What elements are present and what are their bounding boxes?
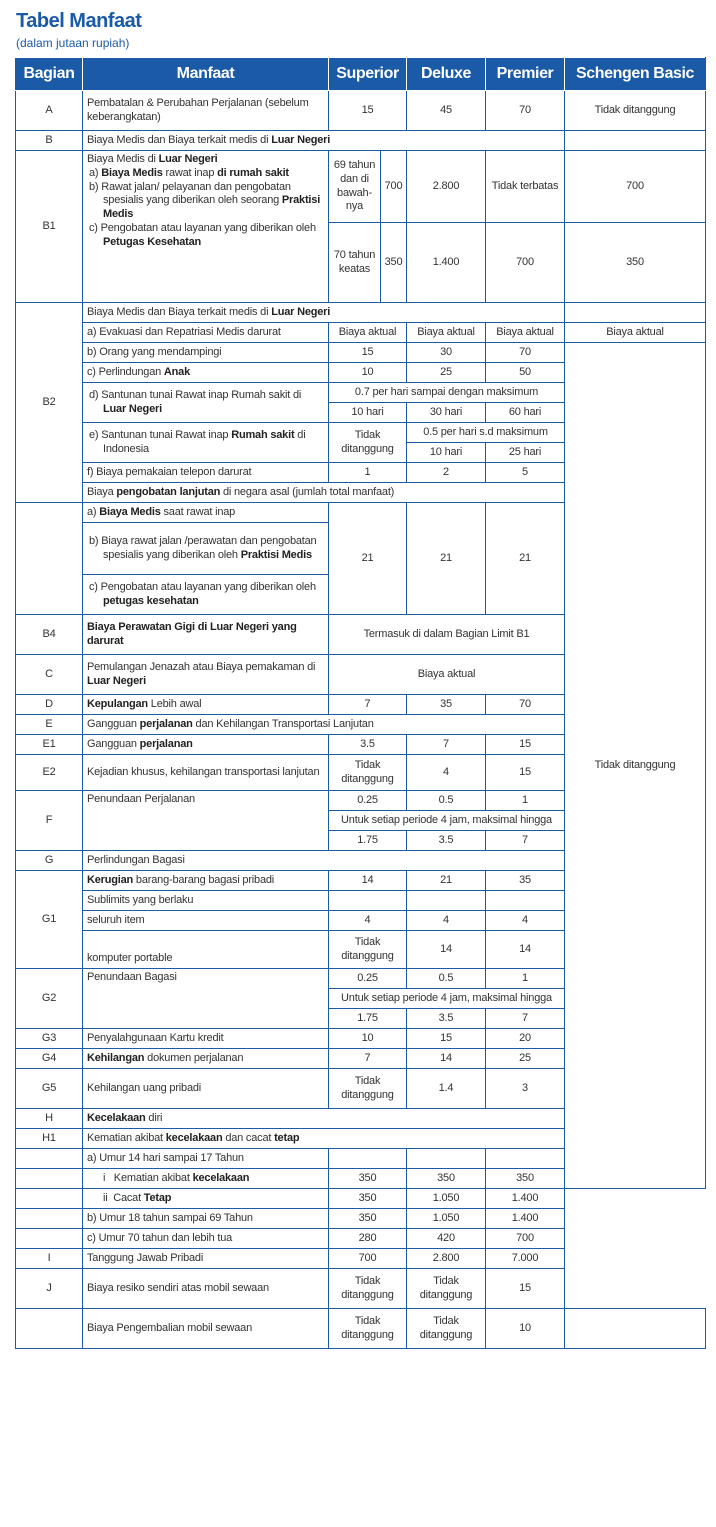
header-schengen: Schengen Basic xyxy=(565,58,706,91)
cell-superior: 7 xyxy=(329,1049,407,1069)
b1-item-c xyxy=(87,222,324,250)
cell-premier: 1.400 xyxy=(486,1209,565,1229)
row-text-part: Lebih awal xyxy=(147,697,202,710)
row-code: E2 xyxy=(16,755,83,791)
age-group: 69 tahun dan di bawah-nya xyxy=(329,151,381,223)
cell-schengen-merged: Tidak ditanggung xyxy=(565,343,706,1189)
cell-superior xyxy=(329,891,407,911)
cell-deluxe: 21 xyxy=(407,503,486,615)
table-header xyxy=(16,58,706,91)
cell-superior: 4 xyxy=(329,911,407,931)
cell-premier: 25 xyxy=(486,1049,565,1069)
cell-superior: 700 xyxy=(329,1249,407,1269)
b1-b-text: b) Rawat jalan/ pelayanan dan pengobatan spesialis yang diberikan oleh seorang xyxy=(89,180,291,207)
header-premier: Premier xyxy=(486,58,565,91)
row-text xyxy=(83,503,329,523)
row-text xyxy=(83,483,565,503)
cell-superior: 350 xyxy=(329,1209,407,1229)
cell-premier: 50 xyxy=(486,363,565,383)
table-row xyxy=(16,91,706,131)
row-text-part: Biaya Medis dan Biaya terkait medis di xyxy=(87,133,272,146)
cell-superior: 15 xyxy=(329,343,407,363)
row-text-bold: Anak xyxy=(163,365,191,378)
cell-deluxe: 10 hari xyxy=(407,443,486,463)
row-code: C xyxy=(16,655,83,695)
cell-note: 0.5 per hari s.d maksimum xyxy=(407,423,565,443)
cell-note: Untuk setiap periode 4 jam, maksimal hingga xyxy=(329,811,565,831)
cell-deluxe: 7 xyxy=(407,735,486,755)
row-text xyxy=(83,1129,565,1149)
row-text xyxy=(83,575,329,615)
cell-deluxe: 4 xyxy=(407,911,486,931)
row-text-part: barang-barang bagasi pribadi xyxy=(133,873,275,886)
row-text-part: d) Santunan tunai Rawat inap Rumah sakit di xyxy=(89,388,302,401)
row-text: a) Evakuasi dan Repatriasi Medis darurat xyxy=(83,323,329,343)
cell-premier: 70 xyxy=(486,695,565,715)
cell-superior: 21 xyxy=(329,503,407,615)
row-code xyxy=(16,1229,83,1249)
table-row xyxy=(16,131,706,151)
cell-deluxe: Tidak ditanggung xyxy=(407,1269,486,1309)
cell-superior: Tidak ditanggung xyxy=(329,931,407,969)
cell-deluxe: 3.5 xyxy=(407,831,486,851)
cell-superior: 1 xyxy=(329,463,407,483)
row-code: G2 xyxy=(16,969,83,1029)
row-text-part: di negara asal (jumlah total manfaat) xyxy=(220,485,395,498)
row-text: f) Biaya pemakaian telepon darurat xyxy=(83,463,329,483)
row-code: B2 xyxy=(16,303,83,503)
cell-superior: Tidak ditanggung xyxy=(329,755,407,791)
row-code xyxy=(16,1149,83,1169)
row-code: J xyxy=(16,1269,83,1309)
row-text-bold: Biaya Medis xyxy=(99,505,161,518)
row-text: b) Orang yang mendampingi xyxy=(83,343,329,363)
cell-premier: 60 hari xyxy=(486,403,565,423)
row-text xyxy=(83,655,329,695)
cell-superior: 10 xyxy=(329,1029,407,1049)
row-code: I xyxy=(16,1249,83,1269)
row-text-bold: Kehilangan xyxy=(87,1051,145,1064)
row-text xyxy=(83,715,565,735)
cell-superior: Tidak ditanggung xyxy=(329,1309,407,1349)
row-text xyxy=(83,1109,565,1129)
row-text-part: b) Biaya rawat jalan /perawatan dan pengobatan spesialis yang diberikan oleh xyxy=(89,534,317,561)
header-superior: Superior xyxy=(329,58,407,91)
cell-superior: Biaya aktual xyxy=(329,323,407,343)
table-row xyxy=(16,1209,706,1229)
cell-premier xyxy=(486,1149,565,1169)
benefit-table xyxy=(15,57,706,1349)
b1-c-bold: Petugas Kesehatan xyxy=(103,235,202,248)
row-code xyxy=(16,1209,83,1229)
cell-superior: 15 xyxy=(329,91,407,131)
row-code: A xyxy=(16,91,83,131)
row-code xyxy=(16,1169,83,1189)
cell-superior: 350 xyxy=(381,223,407,303)
row-text xyxy=(83,383,329,423)
cell-superior: 7 xyxy=(329,695,407,715)
cell-premier: 35 xyxy=(486,871,565,891)
cell-deluxe: 1.050 xyxy=(407,1189,486,1209)
cell-schengen: 350 xyxy=(565,223,706,303)
cell-premier: 5 xyxy=(486,463,565,483)
b1-c-text: c) Pengobatan atau layanan yang diberikan oleh xyxy=(89,221,316,234)
cell-schengen: Biaya aktual xyxy=(565,323,706,343)
row-text-part: c) Perlindungan xyxy=(87,365,164,378)
table-row xyxy=(16,1229,706,1249)
row-text: komputer portable xyxy=(83,931,329,969)
row-text-bold: kecelakaan xyxy=(165,1131,223,1144)
row-code: F xyxy=(16,791,83,851)
row-text-bold: kecelakaan xyxy=(192,1171,250,1184)
row-text: Biaya resiko sendiri atas mobil sewaan xyxy=(83,1269,329,1309)
cell-deluxe: 14 xyxy=(407,1049,486,1069)
cell-deluxe: 1.050 xyxy=(407,1209,486,1229)
cell-premier: 70 xyxy=(486,91,565,131)
table-row xyxy=(16,1249,706,1269)
row-text-bold: Luar Negeri xyxy=(271,133,331,146)
b1-title-text: Biaya Medis di xyxy=(87,153,159,165)
cell-premier: 20 xyxy=(486,1029,565,1049)
header-deluxe: Deluxe xyxy=(407,58,486,91)
row-text-part: e) Santunan tunai Rawat inap xyxy=(89,428,232,441)
cell-deluxe: 35 xyxy=(407,695,486,715)
row-code: D xyxy=(16,695,83,715)
cell-deluxe: 21 xyxy=(407,871,486,891)
cell-premier: 21 xyxy=(486,503,565,615)
cell-deluxe: 1.400 xyxy=(407,223,486,303)
cell-superior: 0.25 xyxy=(329,969,407,989)
cell-deluxe: 420 xyxy=(407,1229,486,1249)
cell-deluxe: 25 xyxy=(407,363,486,383)
cell-schengen: 700 xyxy=(565,151,706,223)
row-text: Pembatalan & Perubahan Perjalanan (sebelum keberangkatan) xyxy=(83,91,329,131)
row-text: c) Umur 70 tahun dan lebih tua xyxy=(83,1229,329,1249)
page-subtitle: (dalam jutaan rupiah) xyxy=(16,36,130,50)
row-text-part: Kematian akibat xyxy=(87,1131,166,1144)
row-code: E xyxy=(16,715,83,735)
row-text xyxy=(83,871,329,891)
cell-superior: 350 xyxy=(329,1169,407,1189)
cell-premier: 350 xyxy=(486,1169,565,1189)
cell-superior: Tidak ditanggung xyxy=(329,1069,407,1109)
row-code xyxy=(16,1309,83,1349)
row-text: Penundaan Bagasi xyxy=(83,969,329,1029)
table-row xyxy=(16,1309,706,1349)
row-text-part: di Indonesia xyxy=(103,428,306,455)
b1-b-bold: Praktisi Medis xyxy=(103,194,321,220)
row-text-bold: Tetap xyxy=(143,1191,172,1204)
row-text-part: c) Pengobatan atau layanan yang diberikan oleh xyxy=(89,580,316,593)
cell-deluxe: 0.5 xyxy=(407,969,486,989)
b1-title xyxy=(87,153,324,167)
cell-superior: 10 hari xyxy=(329,403,407,423)
row-text-part: ii Cacat xyxy=(103,1191,144,1204)
row-text xyxy=(83,695,329,715)
b1-a-bold: Biaya Medis xyxy=(101,166,163,179)
cell-deluxe: 30 xyxy=(407,343,486,363)
cell-deluxe xyxy=(407,891,486,911)
row-text-part: dan cacat xyxy=(222,1131,275,1144)
row-text xyxy=(83,151,329,303)
cell-deluxe: 2.800 xyxy=(407,151,486,223)
row-text-bold: Luar Negeri xyxy=(271,305,331,318)
row-code: H xyxy=(16,1109,83,1129)
row-text-bold: Luar Negeri xyxy=(103,402,162,415)
cell-premier: Tidak terbatas xyxy=(486,151,565,223)
row-code: G xyxy=(16,851,83,871)
row-text-bold: pengobatan lanjutan xyxy=(116,485,221,498)
header-bagian: Bagian xyxy=(16,58,83,91)
cell-premier: 7.000 xyxy=(486,1249,565,1269)
cell-deluxe: 2 xyxy=(407,463,486,483)
header-manfaat: Manfaat xyxy=(83,58,329,91)
b1-title-bold: Luar Negeri xyxy=(158,153,218,165)
cell-superior: 280 xyxy=(329,1229,407,1249)
row-text xyxy=(83,423,329,463)
cell-premier: Biaya aktual xyxy=(486,323,565,343)
row-text-part: Gangguan xyxy=(87,717,140,730)
cell-premier: 1 xyxy=(486,969,565,989)
row-text: Penundaan Perjalanan xyxy=(83,791,329,851)
row-text-part: saat rawat inap xyxy=(160,505,236,518)
row-code xyxy=(16,503,83,615)
cell-premier: 700 xyxy=(486,1229,565,1249)
row-text-bold: Biaya Perawatan Gigi di Luar Negeri yang darurat xyxy=(87,620,297,647)
row-code: G5 xyxy=(16,1069,83,1109)
row-text: Penyalahgunaan Kartu kredit xyxy=(83,1029,329,1049)
b1-item-a xyxy=(87,167,324,181)
cell-premier: 15 xyxy=(486,1269,565,1309)
cell-superior: 0.25 xyxy=(329,791,407,811)
b1-a-prefix: a) xyxy=(89,166,102,179)
row-text-bold: Kepulangan xyxy=(87,697,148,710)
row-text-part: dokumen perjalanan xyxy=(144,1051,244,1064)
cell-merged: Termasuk di dalam Bagian Limit B1 xyxy=(329,615,565,655)
row-text: b) Umur 18 tahun sampai 69 Tahun xyxy=(83,1209,329,1229)
row-code: G4 xyxy=(16,1049,83,1069)
page-title: Tabel Manfaat xyxy=(16,10,142,32)
table-row xyxy=(16,1189,706,1209)
cell-superior: 350 xyxy=(329,1189,407,1209)
age-group: 70 tahun keatas xyxy=(329,223,381,303)
row-text-part: Gangguan xyxy=(87,737,140,750)
row-code: B1 xyxy=(16,151,83,303)
row-text-part: i Kematian akibat xyxy=(103,1171,193,1184)
cell-superior: 14 xyxy=(329,871,407,891)
cell-premier xyxy=(486,891,565,911)
cell-deluxe: Biaya aktual xyxy=(407,323,486,343)
row-text xyxy=(83,1049,329,1069)
cell-superior: 700 xyxy=(381,151,407,223)
row-text xyxy=(83,523,329,575)
table-row xyxy=(16,323,706,343)
b1-a-text: rawat inap xyxy=(162,166,218,179)
cell-superior: 1.75 xyxy=(329,831,407,851)
row-code xyxy=(16,1189,83,1209)
row-text xyxy=(83,735,329,755)
cell-deluxe: 14 xyxy=(407,931,486,969)
row-text xyxy=(83,363,329,383)
cell-deluxe: Tidak ditanggung xyxy=(407,1309,486,1349)
cell-deluxe: 30 hari xyxy=(407,403,486,423)
cell-superior: 1.75 xyxy=(329,1009,407,1029)
row-code: B xyxy=(16,131,83,151)
row-code: G1 xyxy=(16,871,83,969)
row-text-bold: Rumah sakit xyxy=(231,428,295,441)
cell-premier: 7 xyxy=(486,831,565,851)
cell-premier: 10 xyxy=(486,1309,565,1349)
row-text-bold: Luar Negeri xyxy=(87,674,146,687)
cell-schengen xyxy=(565,131,706,151)
row-text-bold: petugas kesehatan xyxy=(103,594,199,607)
table-row xyxy=(16,343,706,363)
cell-premier: 14 xyxy=(486,931,565,969)
cell-premier: 70 xyxy=(486,343,565,363)
row-text-part: diri xyxy=(145,1111,163,1124)
row-code: H1 xyxy=(16,1129,83,1149)
row-text: Kejadian khusus, kehilangan transportasi lanjutan xyxy=(83,755,329,791)
row-text xyxy=(83,303,565,323)
cell-schengen xyxy=(565,1309,706,1349)
cell-deluxe xyxy=(407,1149,486,1169)
cell-deluxe: 45 xyxy=(407,91,486,131)
cell-premier: 4 xyxy=(486,911,565,931)
cell-superior: Tidak ditanggung xyxy=(329,1269,407,1309)
cell-premier: 25 hari xyxy=(486,443,565,463)
row-text-bold: Kecelakaan xyxy=(87,1111,146,1124)
row-text-part: Biaya Medis dan Biaya terkait medis di xyxy=(87,305,272,318)
row-text: Tanggung Jawab Pribadi xyxy=(83,1249,329,1269)
cell-deluxe: 0.5 xyxy=(407,791,486,811)
cell-superior: Tidak ditanggung xyxy=(329,423,407,463)
row-code: E1 xyxy=(16,735,83,755)
cell-superior: 3.5 xyxy=(329,735,407,755)
row-code: B4 xyxy=(16,615,83,655)
cell-premier: 15 xyxy=(486,735,565,755)
row-text-bold: perjalanan xyxy=(139,717,193,730)
cell-premier: 7 xyxy=(486,1009,565,1029)
table-row xyxy=(16,1269,706,1309)
cell-deluxe: 3.5 xyxy=(407,1009,486,1029)
row-text-part: Pemulangan Jenazah atau Biaya pemakaman di xyxy=(87,660,316,673)
cell-note: Untuk setiap periode 4 jam, maksimal hingga xyxy=(329,989,565,1009)
row-text xyxy=(83,1189,329,1209)
cell-deluxe: 2.800 xyxy=(407,1249,486,1269)
cell-premier: 15 xyxy=(486,755,565,791)
row-text-part: dan Kehilangan Transportasi Lanjutan xyxy=(192,717,374,730)
cell-premier: 3 xyxy=(486,1069,565,1109)
cell-merged: Biaya aktual xyxy=(329,655,565,695)
table-row xyxy=(16,303,706,323)
cell-deluxe: 1.4 xyxy=(407,1069,486,1109)
row-text: Kehilangan uang pribadi xyxy=(83,1069,329,1109)
cell-premier: 700 xyxy=(486,223,565,303)
row-text-part: Biaya xyxy=(87,485,117,498)
cell-premier: 1.400 xyxy=(486,1189,565,1209)
row-text xyxy=(83,615,329,655)
cell-superior xyxy=(329,1149,407,1169)
row-text: seluruh item xyxy=(83,911,329,931)
cell-schengen: Tidak ditanggung xyxy=(565,91,706,131)
row-code: G3 xyxy=(16,1029,83,1049)
table-row xyxy=(16,151,706,223)
row-text: Perlindungan Bagasi xyxy=(83,851,565,871)
cell-deluxe: 4 xyxy=(407,755,486,791)
row-text: Sublimits yang berlaku xyxy=(83,891,329,911)
cell-schengen xyxy=(565,303,706,323)
cell-premier: 1 xyxy=(486,791,565,811)
row-text-bold: tetap xyxy=(274,1131,300,1144)
cell-deluxe: 15 xyxy=(407,1029,486,1049)
row-text-part: a) xyxy=(87,505,100,518)
b1-item-b xyxy=(87,181,324,222)
row-text-bold: perjalanan xyxy=(139,737,193,750)
cell-note: 0.7 per hari sampai dengan maksimum xyxy=(329,383,565,403)
b1-a-bold2: di rumah sakit xyxy=(217,166,289,179)
row-text xyxy=(83,131,565,151)
row-text-bold: Kerugian xyxy=(87,873,134,886)
row-text xyxy=(83,1169,329,1189)
row-text-bold: Praktisi Medis xyxy=(240,548,312,561)
row-text: Biaya Pengembalian mobil sewaan xyxy=(83,1309,329,1349)
cell-superior: 10 xyxy=(329,363,407,383)
cell-deluxe: 350 xyxy=(407,1169,486,1189)
row-text: a) Umur 14 hari sampai 17 Tahun xyxy=(83,1149,329,1169)
